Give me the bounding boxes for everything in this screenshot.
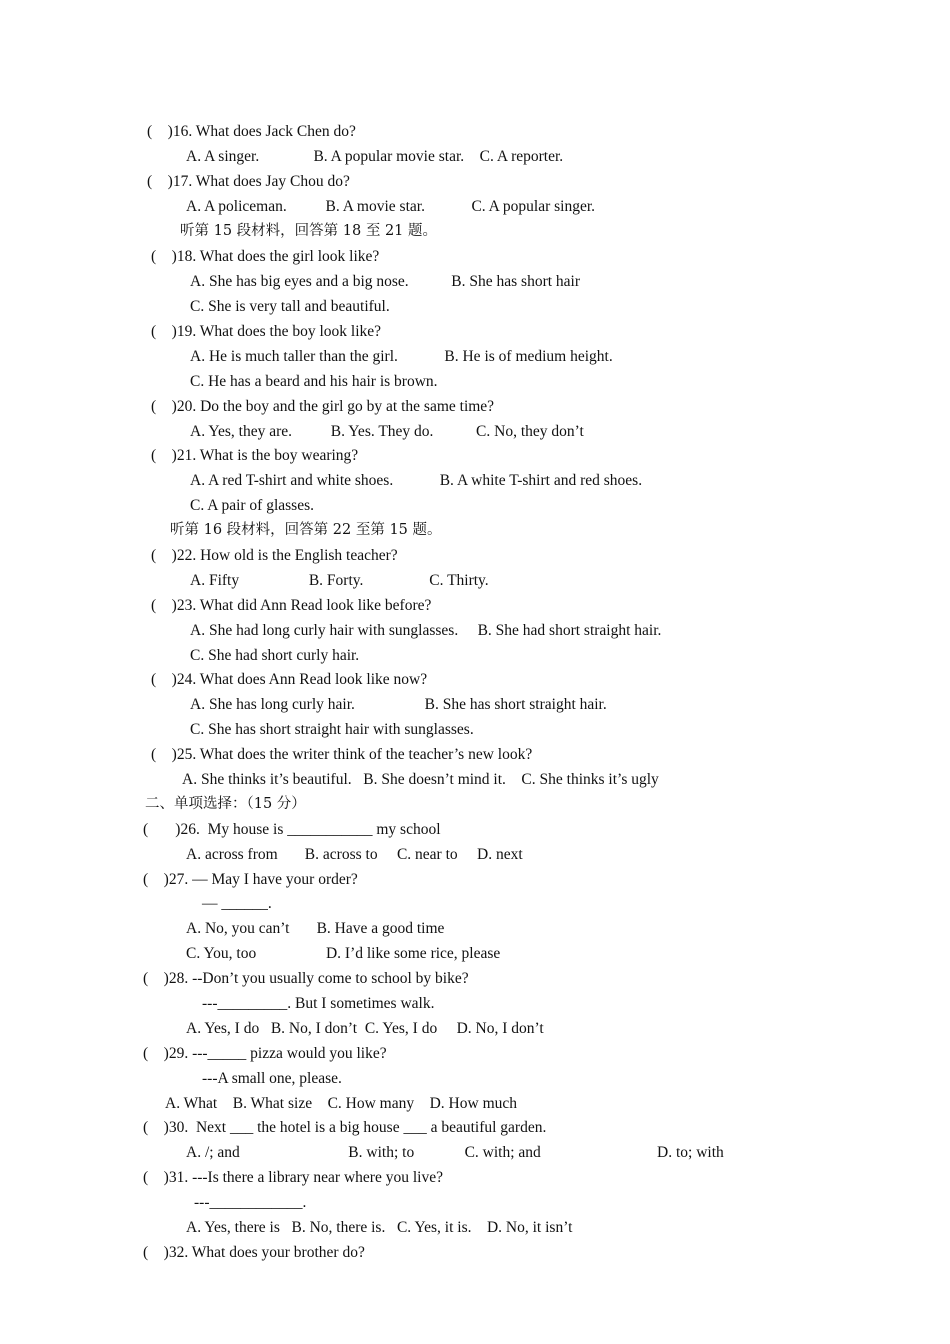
question-20: ( )20. Do the boy and the girl go by at the same time?	[151, 398, 495, 415]
question-31: ( )31. ---Is there a library near where you live?	[143, 1169, 443, 1186]
options-19-c: C. He has a beard and his hair is brown.	[190, 373, 438, 390]
options-18-ab: A. She has big eyes and a big nose. B. She has short hair	[190, 273, 581, 290]
options-16: A. A singer. B. A popular movie star. C. A reporter.	[186, 148, 564, 165]
question-25: ( )25. What does the writer think of the teacher’s new look?	[151, 746, 533, 763]
options-23-ab: A. She had long curly hair with sunglasses. B. She had short straight hair.	[190, 622, 662, 639]
options-20: A. Yes, they are. B. Yes. They do. C. No, they don’t	[190, 423, 584, 440]
question-28: ( )28. --Don’t you usually come to school by bike?	[143, 970, 469, 987]
options-26: A. across from B. across to C. near to D. next	[186, 846, 523, 863]
options-27-cd: C. You, too D. I’d like some rice, please	[186, 945, 501, 962]
question-21: ( )21. What is the boy wearing?	[151, 447, 359, 464]
question-23: ( )23. What did Ann Read look like before?	[151, 597, 432, 614]
response-31: ---____________.	[194, 1194, 307, 1211]
question-24: ( )24. What does Ann Read look like now?	[151, 671, 428, 688]
question-16: ( )16. What does Jack Chen do?	[147, 123, 356, 140]
options-17: A. A policeman. B. A movie star. C. A popular singer.	[186, 198, 596, 215]
response-29: ---A small one, please.	[202, 1070, 342, 1087]
options-31: A. Yes, there is B. No, there is. C. Yes, it is. D. No, it isn’t	[186, 1219, 573, 1236]
section-instruction-15: 听第 15 段材料，回答第 18 至 21 题。	[180, 223, 438, 239]
question-18: ( )18. What does the girl look like?	[151, 248, 380, 265]
question-19: ( )19. What does the boy look like?	[151, 323, 382, 340]
options-24-c: C. She has short straight hair with sunglasses.	[190, 721, 474, 738]
question-17: ( )17. What does Jay Chou do?	[147, 173, 350, 190]
question-29: ( )29. ---_____ pizza would you like?	[143, 1045, 387, 1062]
options-30: A. /; and B. with; to C. with; and D. to; with	[186, 1144, 724, 1161]
options-25: A. She thinks it’s beautiful. B. She doesn’t mind it. C. She thinks it’s ugly	[182, 771, 659, 788]
options-18-c: C. She is very tall and beautiful.	[190, 298, 390, 315]
section-instruction-16: 听第 16 段材料，回答第 22 至第 15 题。	[170, 522, 442, 538]
question-30: ( )30. Next ___ the hotel is a big house ___ a beautiful garden.	[143, 1119, 547, 1136]
options-27-ab: A. No, you can’t B. Have a good time	[186, 920, 445, 937]
options-24-ab: A. She has long curly hair. B. She has short straight hair.	[190, 696, 607, 713]
question-26: ( )26. My house is ___________ my school	[143, 821, 441, 838]
options-22: A. Fifty B. Forty. C. Thirty.	[190, 572, 489, 589]
options-23-c: C. She had short curly hair.	[190, 647, 360, 664]
options-21-c: C. A pair of glasses.	[190, 497, 314, 514]
options-28: A. Yes, I do B. No, I don’t C. Yes, I do D. No, I don’t	[186, 1020, 544, 1037]
options-29: A. What B. What size C. How many D. How much	[165, 1095, 518, 1112]
section-heading-2: 二、单项选择：（15 分）	[145, 796, 306, 812]
options-19-ab: A. He is much taller than the girl. B. He is of medium height.	[190, 348, 613, 365]
response-28: ---_________. But I sometimes walk.	[202, 995, 435, 1012]
question-27: ( )27. — May I have your order?	[143, 871, 358, 888]
question-32: ( )32. What does your brother do?	[143, 1244, 365, 1261]
options-21-ab: A. A red T-shirt and white shoes. B. A white T-shirt and red shoes.	[190, 472, 643, 489]
response-27: — ______.	[202, 895, 272, 912]
question-22: ( )22. How old is the English teacher?	[151, 547, 398, 564]
